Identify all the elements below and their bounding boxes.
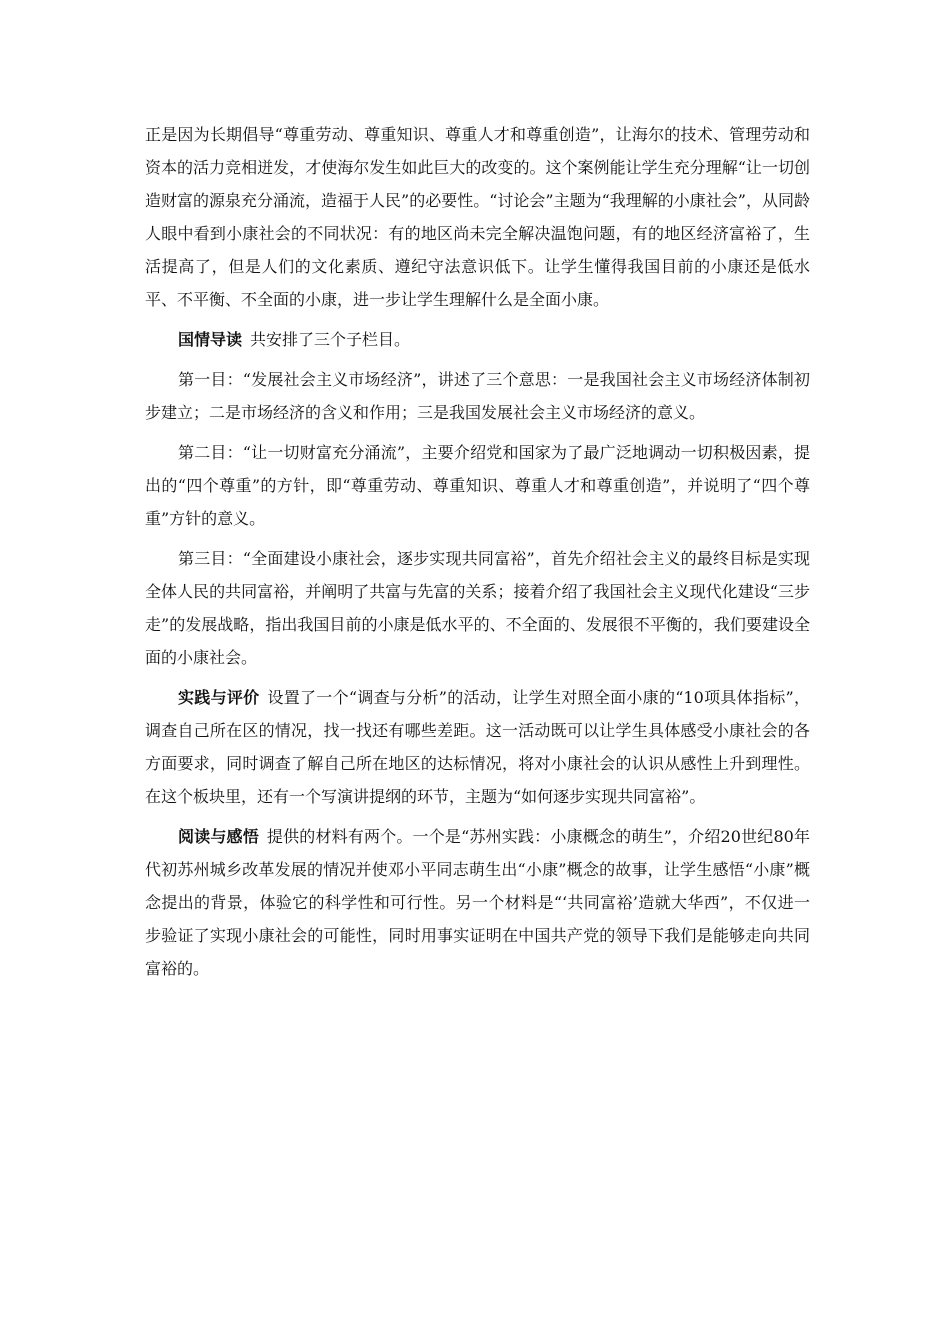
paragraph-guoqing-daodu xyxy=(145,323,810,356)
paragraph-haier-case xyxy=(145,118,810,316)
paragraph-text: 第二目：“让一切财富充分涌流”，主要介绍党和国家为了最广泛地调动一切积极因素，提出的“四个尊重”的方针，即“尊重劳动、尊重知识、尊重人才和尊重创造”，并说明了“四个尊重”方针的意义。 xyxy=(145,443,810,528)
paragraph-practice-evaluation xyxy=(145,681,810,813)
paragraph-text: 提供的材料有两个。一个是“苏州实践：小康概念的萌生”，介绍20世纪80年代初苏州城乡改革发展的情况并使邓小平同志萌生出“小康”概念的故事，让学生感悟“小康”概念提出的背景，体验它的科学性和可行性。另一个材料是“‘共同富裕’造就大华西”，不仅进一步验证了实现小康社会的可能性，同时用事实证明在中国共产党的领导下我们是能够走向共同富裕的。 xyxy=(145,827,810,978)
section-heading: 国情导读 xyxy=(178,330,243,349)
paragraph-text: 正是因为长期倡导“尊重劳动、尊重知识、尊重人才和尊重创造”，让海尔的技术、管理劳动和资本的活力竞相迸发，才使海尔发生如此巨大的改变的。这个案例能让学生充分理解“让一切创造财富的源泉充分涌流，造福于人民”的必要性。“讨论会”主题为“我理解的小康社会”，从同龄人眼中看到小康社会的不同状况：有的地区尚未完全解决温饱问题，有的地区经济富裕了，生活提高了，但是人们的文化素质、遵纪守法意识低下。让学生懂得我国目前的小康还是低水平、不平衡、不全面的小康，进一步让学生理解什么是全面小康。 xyxy=(145,125,810,309)
paragraph-text: 设置了一个“调查与分析”的活动，让学生对照全面小康的“10项具体指标”，调查自己所在区的情况，找一找还有哪些差距。这一活动既可以让学生具体感受小康社会的各方面要求，同时调查了解自己所在地区的达标情况，将对小康社会的认识从感性上升到理性。在这个板块里，还有一个写演讲提纲的环节，主题为“如何逐步实现共同富裕”。 xyxy=(145,688,810,806)
paragraph-first-item xyxy=(145,363,810,429)
paragraph-text: 第三目：“全面建设小康社会，逐步实现共同富裕”，首先介绍社会主义的最终目标是实现全体人民的共同富裕，并阐明了共富与先富的关系；接着介绍了我国社会主义现代化建设“三步走”的发展战略，指出我国目前的小康是低水平的、不全面的、发展很不平衡的，我们要建设全面的小康社会。 xyxy=(145,549,810,667)
paragraph-text: 第一目：“发展社会主义市场经济”，讲述了三个意思：一是我国社会主义市场经济体制初步建立；二是市场经济的含义和作用；三是我国发展社会主义市场经济的意义。 xyxy=(145,370,810,422)
paragraph-text: 共安排了三个子栏目。 xyxy=(250,330,411,349)
paragraph-reading-reflection xyxy=(145,820,810,985)
section-heading: 阅读与感悟 xyxy=(178,827,259,846)
paragraph-third-item xyxy=(145,542,810,674)
paragraph-second-item xyxy=(145,436,810,535)
section-heading: 实践与评价 xyxy=(178,688,260,707)
document-body xyxy=(145,118,810,992)
